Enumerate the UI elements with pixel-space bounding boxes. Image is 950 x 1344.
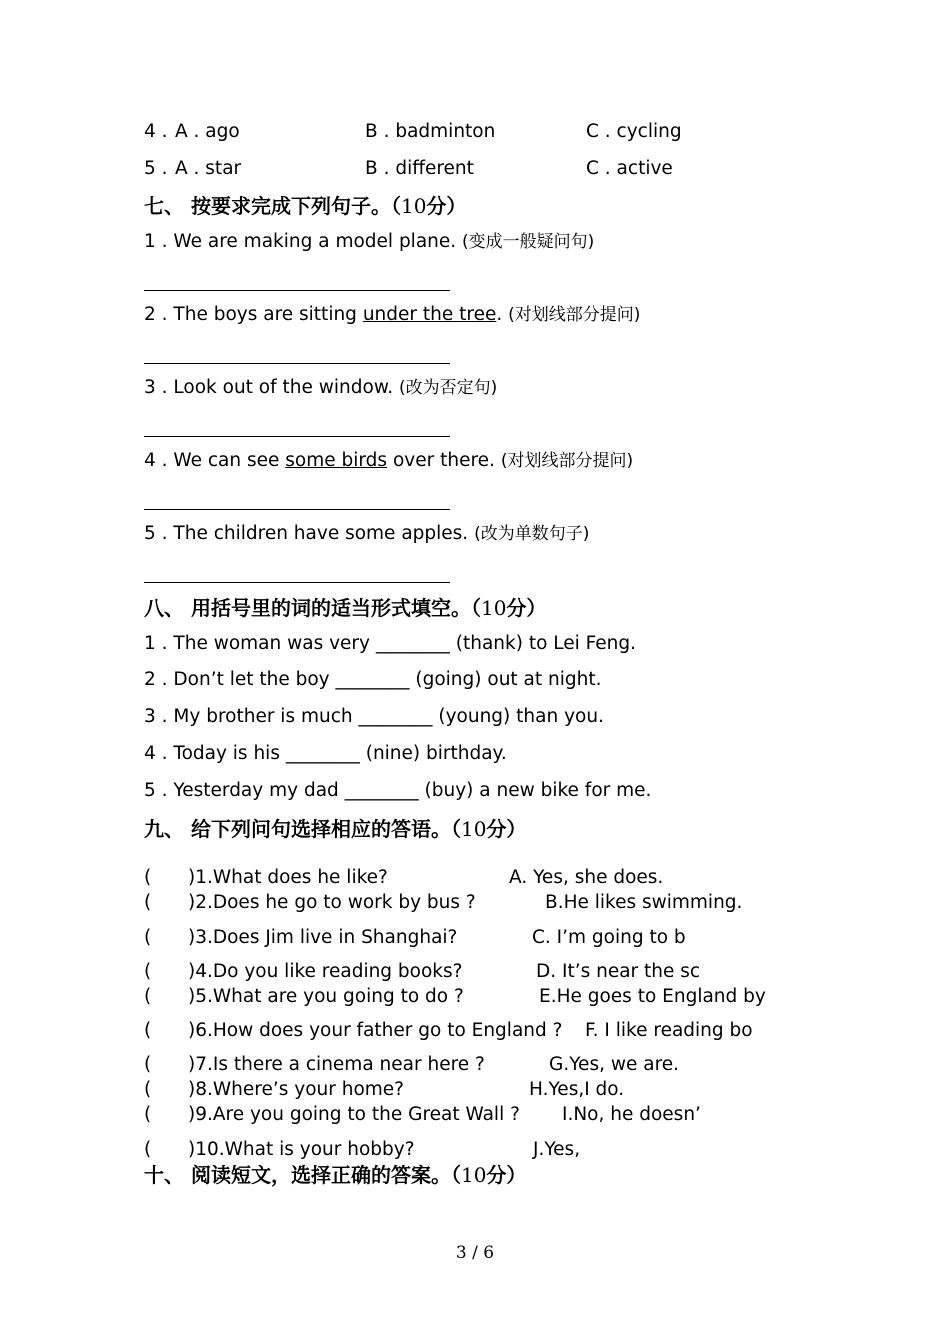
question: )1.What does he like? — [188, 867, 388, 888]
section-10-heading: 十、 阅读短文，选择正确的答案。（10分） — [144, 1163, 527, 1187]
answer-bracket[interactable]: ( — [144, 867, 152, 888]
answer-option: H.Yes,I do. — [529, 1079, 625, 1100]
answer-option: G.Yes, we are. — [549, 1054, 680, 1075]
answer-option: J.Yes, — [533, 1139, 581, 1160]
answer-bracket[interactable]: ( — [144, 892, 152, 913]
answer-option: B.He likes swimming. — [545, 892, 743, 913]
section-7-item-1: 1 . We are making a model plane. (变成一般疑问句) — [144, 231, 595, 252]
section-8-heading: 八、 用括号里的词的适当形式填空。（10分） — [144, 596, 547, 620]
question: )4.Do you like reading books? — [188, 961, 463, 982]
question: )3.Does Jim live in Shanghai? — [188, 927, 458, 948]
section-8-item-3: 3 . My brother is much ________ (young) than you. — [144, 706, 604, 727]
answer-line[interactable] — [144, 582, 450, 583]
section-7-heading: 七、 按要求完成下列句子。（10分） — [144, 194, 467, 218]
answer-bracket[interactable]: ( — [144, 1079, 152, 1100]
section-7-item-3: 3 . Look out of the window. (改为否定句) — [144, 377, 498, 398]
page-number: 3 / 6 — [455, 1243, 495, 1263]
question: )9.Are you going to the Great Wall ? — [188, 1104, 520, 1125]
answer-bracket[interactable]: ( — [144, 961, 152, 982]
choice-b: B . badminton — [365, 121, 496, 142]
section-7-item-2: 2 . The boys are sitting under the tree. (对划线部分提问) — [144, 304, 641, 325]
question: )5.What are you going to do ? — [188, 986, 464, 1007]
section-8-item-2: 2 . Don’t let the boy ________ (going) out at night. — [144, 669, 602, 690]
answer-bracket[interactable]: ( — [144, 1020, 152, 1041]
answer-line[interactable] — [144, 509, 450, 510]
answer-line[interactable] — [144, 290, 450, 291]
question: )2.Does he go to work by bus ? — [188, 892, 476, 913]
answer-bracket[interactable]: ( — [144, 927, 152, 948]
question: )6.How does your father go to England ? — [188, 1020, 563, 1041]
choice-c: C . cycling — [586, 121, 682, 142]
answer-bracket[interactable]: ( — [144, 986, 152, 1007]
section-8-item-5: 5 . Yesterday my dad ________ (buy) a new bike for me. — [144, 780, 652, 801]
answer-option: A. Yes, she does. — [509, 867, 664, 888]
answer-bracket[interactable]: ( — [144, 1054, 152, 1075]
answer-option: E.He goes to England by — [539, 986, 766, 1007]
answer-line[interactable] — [144, 363, 450, 364]
section-7-item-5: 5 . The children have some apples. (改为单数句子) — [144, 523, 590, 544]
answer-bracket[interactable]: ( — [144, 1104, 152, 1125]
answer-option: C. I’m going to b — [532, 927, 686, 948]
answer-line[interactable] — [144, 436, 450, 437]
section-9-heading: 九、 给下列问句选择相应的答语。（10分） — [144, 817, 527, 841]
choice-c: C . active — [586, 158, 673, 179]
answer-bracket[interactable]: ( — [144, 1139, 152, 1160]
choice-a: A . ago — [175, 121, 240, 142]
question: )7.Is there a cinema near here ? — [188, 1054, 485, 1075]
section-8-item-4: 4 . Today is his ________ (nine) birthday. — [144, 743, 507, 764]
section-7-item-4: 4 . We can see some birds over there. (对划线部分提问) — [144, 450, 634, 471]
answer-option: F. I like reading bo — [585, 1020, 753, 1041]
choice-b: B . different — [365, 158, 474, 179]
question: )10.What is your hobby? — [188, 1139, 415, 1160]
section-8-item-1: 1 . The woman was very ________ (thank) to Lei Feng. — [144, 633, 637, 654]
choice-a: A . star — [175, 158, 242, 179]
question: )8.Where’s your home? — [188, 1079, 404, 1100]
choice-num: 5 . — [144, 158, 168, 179]
choice-num: 4 . — [144, 121, 168, 142]
answer-option: D. It’s near the sc — [536, 961, 701, 982]
answer-option: I.No, he doesn’ — [562, 1104, 701, 1125]
